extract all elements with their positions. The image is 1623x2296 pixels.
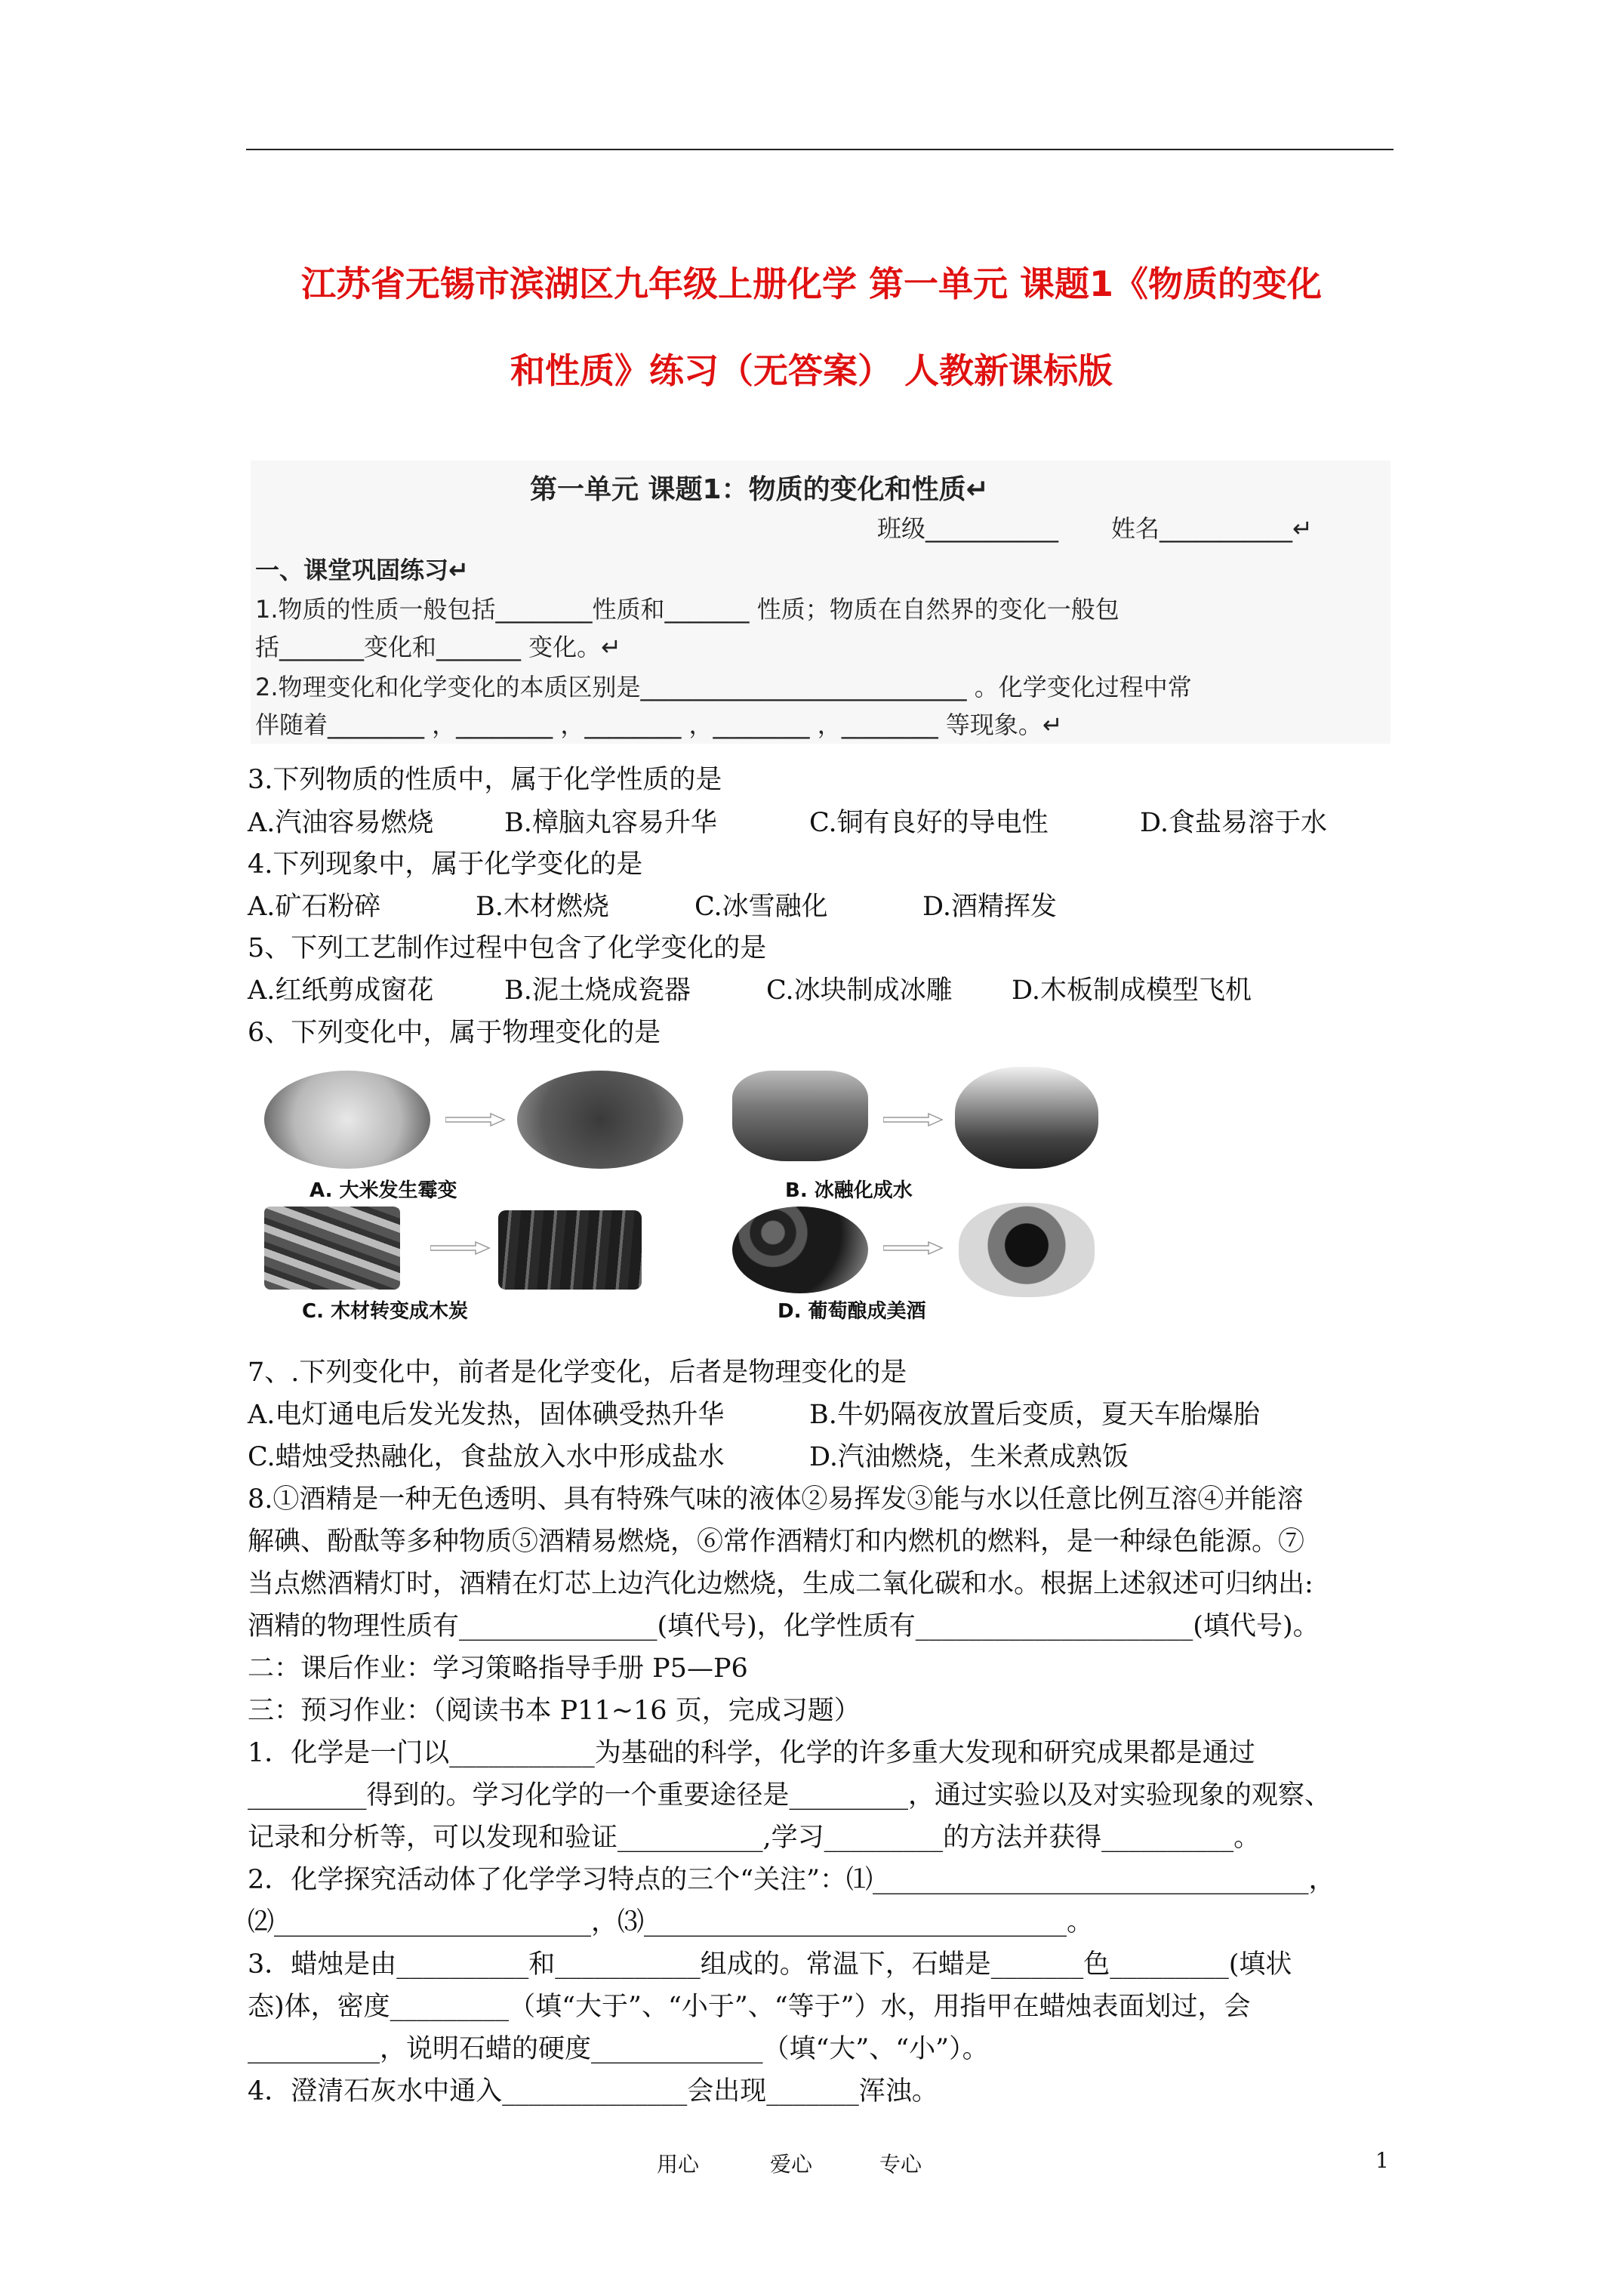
scan-q1-line2: 括_______变化和_______ 变化。↵: [255, 633, 621, 661]
homework-section-2: 二：课后作业：学习策略指导手册 P5—P6: [248, 1653, 748, 1684]
section-heading: 一、课堂巩固练习↵: [255, 556, 469, 584]
q5-option-a: A.红纸剪成窗花: [248, 975, 434, 1006]
preview-q3-line1: 3．蜡烛是由__________和___________组成的。常温下，石蜡是_______色_________(填状: [248, 1949, 1292, 1980]
scanned-worksheet-header: [251, 461, 1390, 744]
q6-caption-a: A. 大米发生霉变: [310, 1179, 457, 1202]
question-7: 7、.下列变化中，前者是化学变化，后者是物理变化的是: [248, 1358, 907, 1388]
wine-glass-image: [959, 1203, 1095, 1297]
scan-q1-line1: 1.物质的性质一般包括________性质和_______ 性质；物质在自然界的变化一般包: [255, 595, 1119, 624]
q4-option-a: A.矿石粉碎: [248, 892, 381, 922]
q7-option-b: B.牛奶隔夜放置后变质，夏天车胎爆胎: [809, 1400, 1260, 1430]
rice-plate-image: [264, 1071, 430, 1169]
q3-option-c: C.铜有良好的导电性: [809, 808, 1049, 838]
arrow-icon: [430, 1240, 491, 1256]
q6-caption-b: B. 冰融化成水: [785, 1179, 913, 1202]
q7-option-d: D.汽油燃烧，生米煮成熟饭: [809, 1442, 1129, 1472]
question-5: 5、下列工艺制作过程中包含了化学变化的是: [248, 933, 767, 963]
document-title-line1: 江苏省无锡市滨湖区九年级上册化学 第一单元 课题1《物质的变化: [300, 264, 1323, 304]
class-label: 班级___________: [877, 514, 1059, 543]
name-label: 姓名___________↵: [1111, 514, 1313, 543]
preview-q4: 4．澄清石灰水中通入______________会出现_______浑浊。: [248, 2076, 938, 2106]
wood-image: [264, 1207, 400, 1290]
q6-caption-c: C. 木材转变成木炭: [302, 1300, 469, 1323]
arrow-icon: [445, 1112, 506, 1127]
arrow-icon: [883, 1240, 944, 1256]
question-4: 4.下列现象中，属于化学变化的是: [248, 849, 643, 880]
preview-q1-line3: 记录和分析等，可以发现和验证___________,学习_________的方法并获得__________。: [248, 1823, 1261, 1853]
q5-option-b: B.泥土烧成瓷器: [504, 975, 691, 1006]
q5-option-c: C.冰块制成冰雕: [766, 975, 953, 1006]
charcoal-image: [498, 1210, 642, 1290]
q6-caption-d: D. 葡萄酿成美酒: [778, 1300, 926, 1323]
header-rule: [246, 149, 1394, 150]
preview-q3-line3: __________，说明石蜡的硬度_____________（填“大”、“小”）。: [248, 2034, 989, 2064]
document-title-line2: 和性质》练习（无答案） 人教新课标版: [510, 350, 1113, 391]
scan-q2-line1: 2.物理变化和化学变化的本质区别是___________________________ 。化学变化过程中常: [255, 673, 1192, 701]
question-6: 6、下列变化中，属于物理变化的是: [248, 1018, 661, 1048]
question-8-line1: 8.①酒精是一种无色透明、具有特殊气味的液体②易挥发③能与水以任意比例互溶④并能溶: [248, 1484, 1304, 1515]
preview-q2-line1: 2．化学探究活动体了化学学习特点的三个“关注”：⑴_________________________________，: [248, 1865, 1335, 1895]
grapes-image: [732, 1207, 868, 1293]
q3-option-b: B.樟脑丸容易升华: [504, 808, 717, 838]
footer-motto-3: 专心: [879, 2152, 922, 2177]
ice-image: [732, 1071, 868, 1161]
water-image: [955, 1067, 1098, 1169]
preview-q1-line2: _________得到的。学习化学的一个重要途径是_________，通过实验以及对实验现象的观察、: [248, 1780, 1332, 1811]
scan-q2-line2: 伴随着________ ，________ ，________ ，________ ，________ 等现象。↵: [255, 710, 1063, 739]
q7-option-c: C.蜡烛受热融化，食盐放入水中形成盐水: [248, 1442, 725, 1472]
q6-image-grid: [249, 1056, 1117, 1323]
question-3: 3.下列物质的性质中，属于化学性质的是: [248, 765, 722, 795]
scan-heading: 第一单元 课题1：物质的变化和性质↵: [530, 474, 989, 505]
q3-option-a: A.汽油容易燃烧: [248, 808, 434, 838]
q7-option-a: A.电灯通电后发光发热，固体碘受热升华: [248, 1400, 725, 1430]
question-8-line3: 当点燃酒精灯时，酒精在灯芯上边汽化边燃烧，生成二氧化碳和水。根据上述叙述可归纳出:: [248, 1569, 1313, 1599]
page-number: 1: [1375, 2148, 1389, 2173]
q5-option-d: D.木板制成模型飞机: [1012, 975, 1252, 1006]
arrow-icon: [883, 1112, 944, 1127]
q4-option-b: B.木材燃烧: [476, 892, 609, 922]
q4-option-c: C.冰雪融化: [694, 892, 828, 922]
preview-q3-line2: 态)体，密度_________（填“大于”、“小于”、“等于”）水，用指甲在蜡烛表面划过，会: [248, 1992, 1251, 2022]
q4-option-d: D.酒精挥发: [922, 892, 1057, 922]
question-8-line2: 解碘、酚酞等多种物质⑤酒精易燃烧，⑥常作酒精灯和内燃机的燃料，是一种绿色能源。⑦: [248, 1527, 1305, 1557]
footer-motto-1: 用心: [657, 2152, 700, 2177]
question-8-line4: 酒精的物理性质有_______________(填代号)，化学性质有_____________________(填代号)。: [248, 1611, 1320, 1641]
homework-section-3: 三：预习作业：（阅读书本 P11~16 页，完成习题）: [248, 1696, 861, 1726]
preview-q2-line2: ⑵________________________，⑶________________________________。: [248, 1907, 1094, 1937]
moldy-rice-image: [517, 1071, 683, 1169]
preview-q1-line1: 1．化学是一门以___________为基础的科学，化学的许多重大发现和研究成果都是通过: [248, 1738, 1255, 1768]
q3-option-d: D.食盐易溶于水: [1140, 808, 1327, 838]
footer-motto-2: 爱心: [770, 2152, 813, 2177]
